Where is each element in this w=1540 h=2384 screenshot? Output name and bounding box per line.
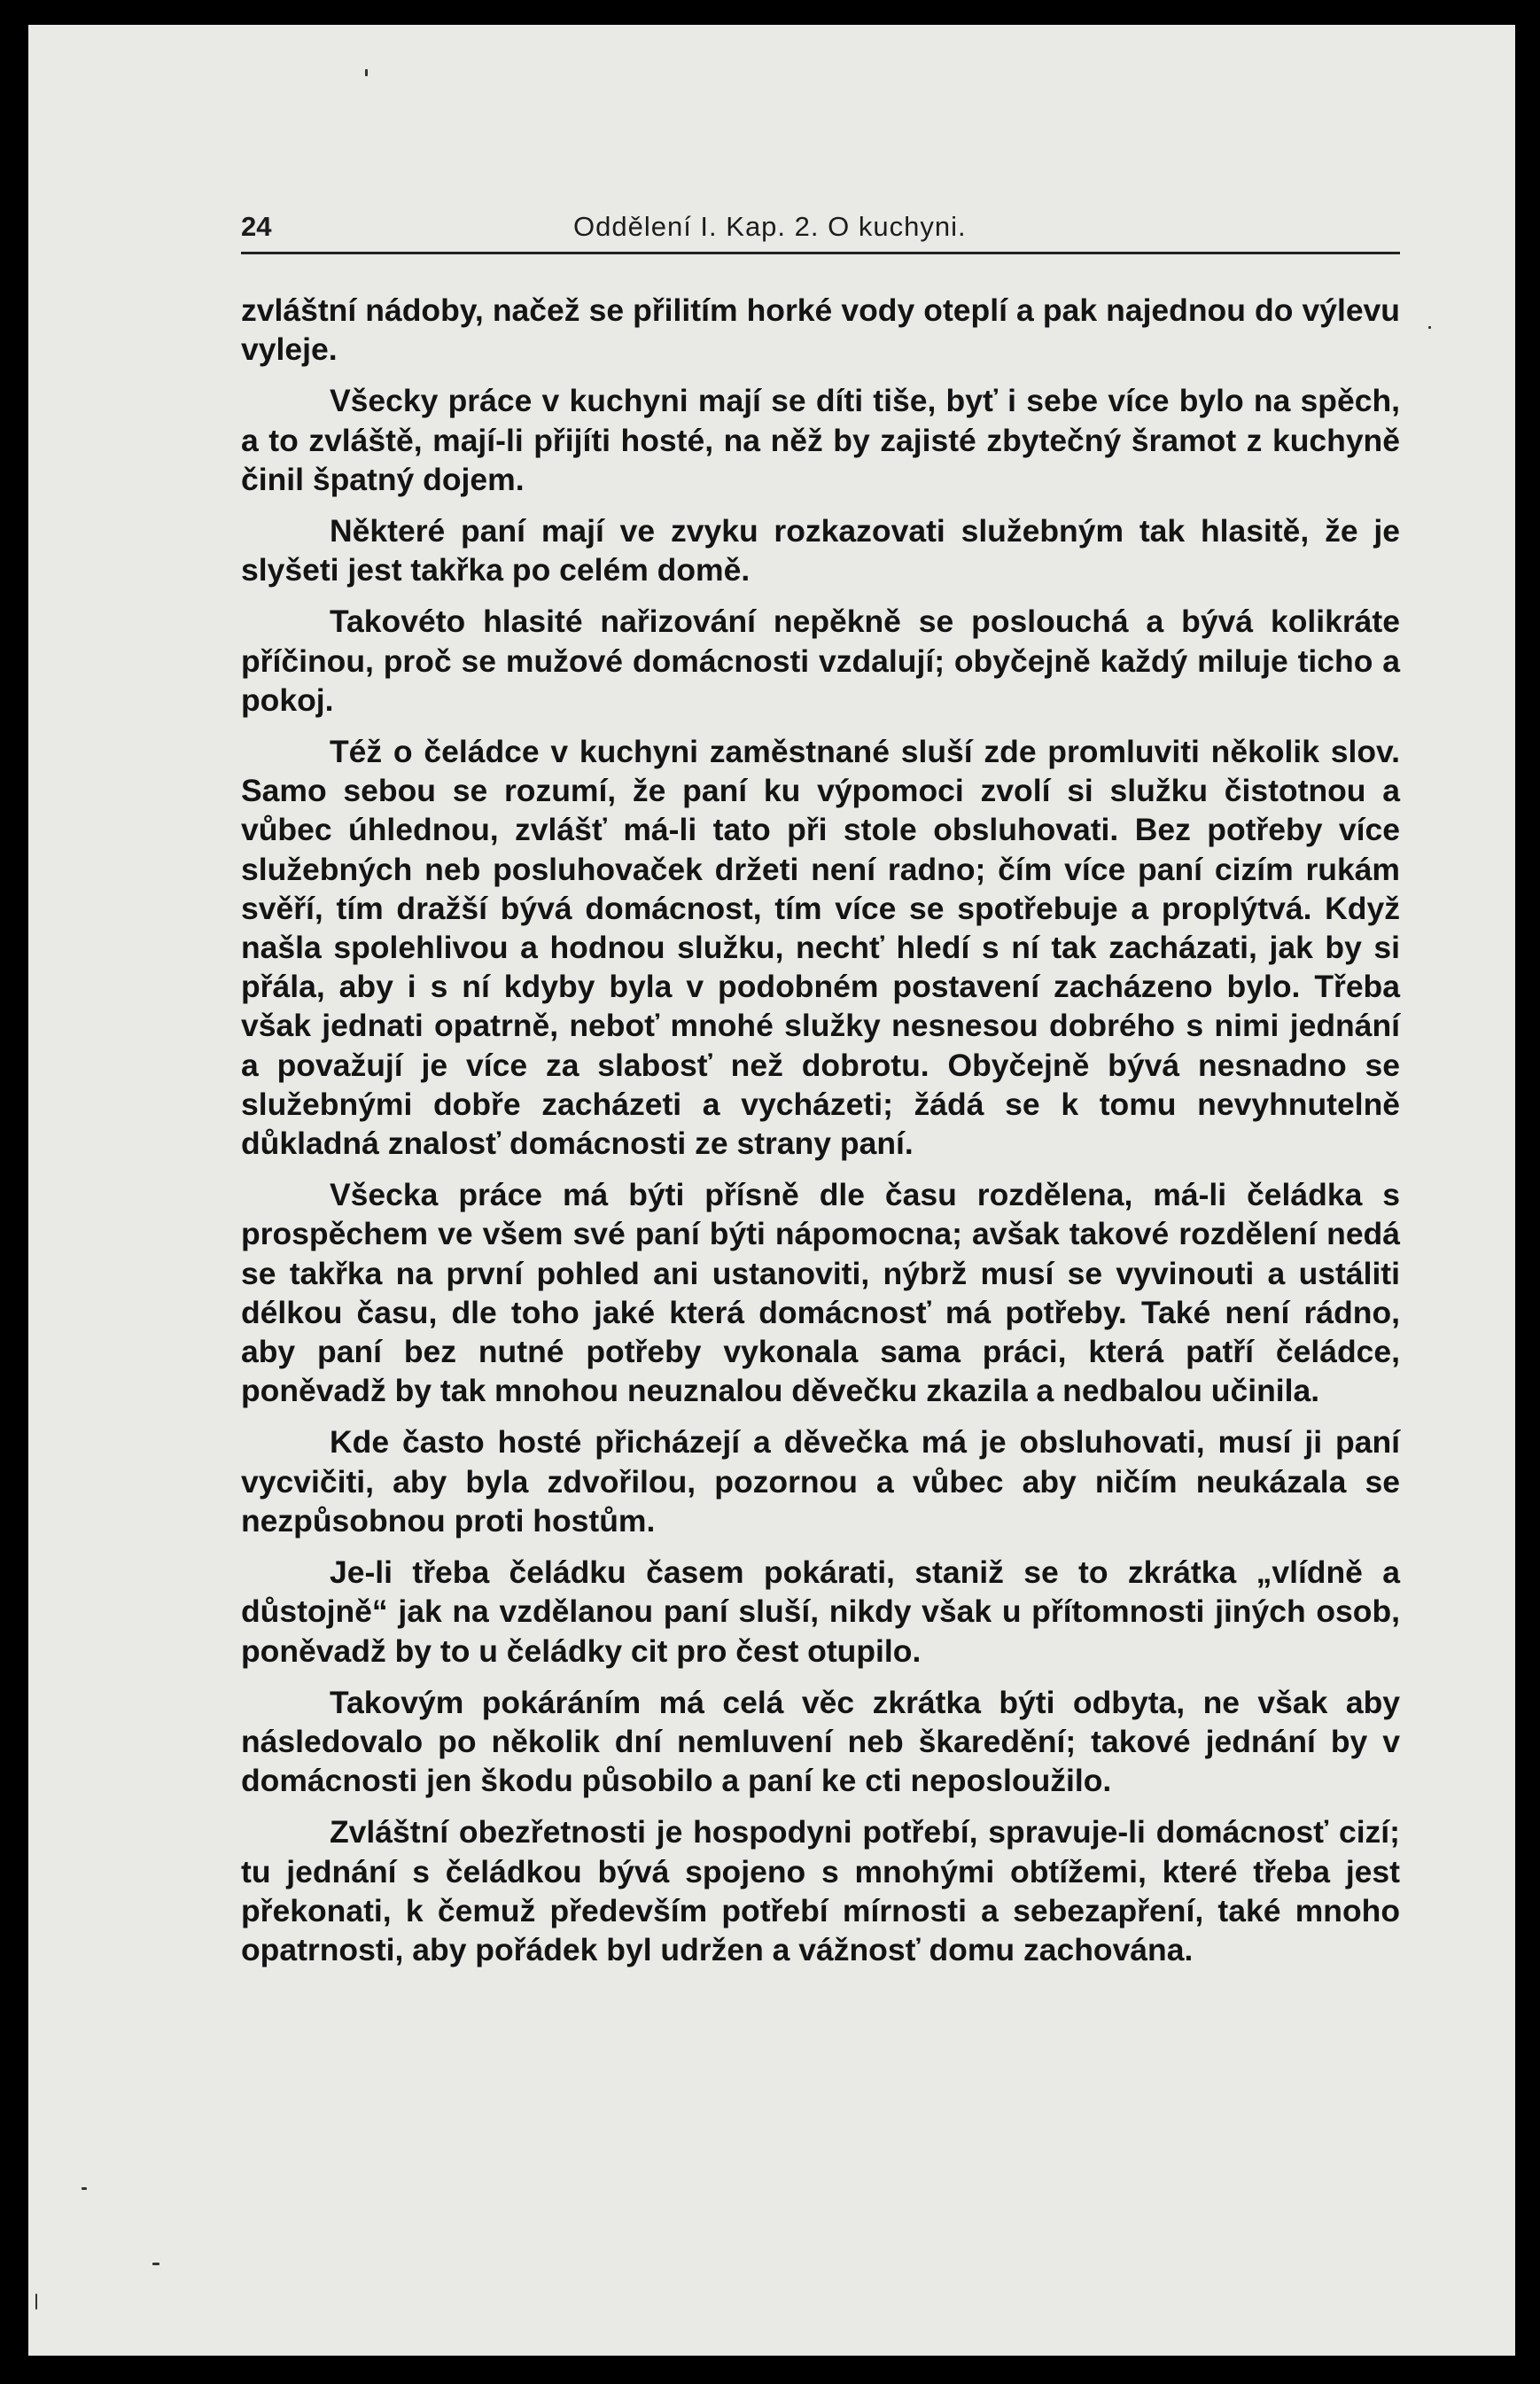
book-page <box>28 25 1515 2356</box>
scan-speck <box>365 69 368 76</box>
paragraph-10: Zvláštní obezřetnosti je hospodyni potřebí, spravuje-li domácnosť cizí; tu jednání s čeládkou bývá spojeno s mnohými obtížemi, které třeba jest překonati, k čemuž především potřebí mírnosti a sebezapření, také mnoho opatrnosti, aby pořádek byl udržen a vážnosť domu zachována. <box>241 1814 1400 1967</box>
scan-speck <box>82 2187 87 2190</box>
paragraph-2: Všecky práce v kuchyni mají se díti tiše, byť i sebe více bylo na spěch, a to zvláště, mají-li přijíti hosté, na něž by zajisté zbytečný šramot z kuchyně činil špatný dojem. <box>241 383 1400 497</box>
scan-speck <box>152 2263 159 2265</box>
paragraph-9: Takovým pokáráním má celá věc zkrátka býti odbyta, ne však aby následovalo po několik dní nemluvení neb škaredění; takové jednání by v domácnosti jen škodu působilo a paní ke cti neposloužilo. <box>241 1684 1400 1799</box>
page-header <box>241 199 1400 254</box>
paragraph-5: Též o čeládce v kuchyni zaměstnané sluší zde promluviti několik slov. Samo sebou se rozumí, že paní ku výpomoci zvolí si služku čistotnou a vůbec úhlednou, zvlášť má-li tato při stole obsluhovati. Bez potřeby více služebných neb posluhovaček držeti není radno; čím více paní cizím rukám svěří, tím dražší bývá domácnost, tím více se spotřebuje a proplýtvá. Když našla spolehlivou a hodnou služku, nechť hledí s ní tak zacházati, jak by si přála, aby i s ní kdyby byla v podobném postavení zacházeno bylo. Třeba však jednati opatrně, neboť mnohé služky nesnesou dobrého s nimi jednání a považují je více za slabosť než dobrotu. Obyčejně bývá nesnadno se služebnými dobře zacházeti a vycházeti; žádá se k tomu nevyhnutelně důkladná znalosť domácnosti ze strany paní. <box>241 734 1400 1162</box>
paragraph-4: Takovéto hlasité nařizování nepěkně se poslouchá a bývá kolikráte příčinou, proč se mužové domácnosti vzdalují; obyčejně každý miluje ticho a pokoj. <box>241 604 1400 718</box>
page-number: 24 <box>241 211 272 242</box>
body-text <box>241 291 1400 1982</box>
paragraph-8: Je-li třeba čeládku časem pokárati, staniž se to zkrátka „vlídně a důstojně“ jak na vzdělanou paní sluší, nikdy však u přítomnosti jiných osob, poněvadž by to u čeládky cit pro čest otupilo. <box>241 1554 1400 1669</box>
paragraph-6: Všecka práce má býti přísně dle času rozdělena, má-li čeládka s prospěchem ve všem své paní býti nápomocna; avšak takové rozdělení nedá se takřka na první pohled ani ustanoviti, nýbrž musí se vyvinouti a ustáliti délkou času, dle toho jaké která domácnosť má potřeby. Také není rádno, aby paní bez nutné potřeby vykonala sama práci, která patří čeládce, poněvadž by tak mnohou neuznalou děvečku zkazila a nedbalou učinila. <box>241 1177 1400 1409</box>
paragraph-1: zvláštní nádoby, načež se přilitím horké vody oteplí a pak najednou do výlevu vyleje. <box>241 292 1400 368</box>
paragraph-7: Kde často hosté přicházejí a děvečka má je obsluhovati, musí ji paní vycvičiti, aby byla zdvořilou, pozornou a vůbec aby ničím neukázala se nezpůsobnou proti hostům. <box>241 1424 1400 1539</box>
running-head: Oddělení I. Kap. 2. O kuchyni. <box>573 211 967 242</box>
scan-speck <box>35 2294 37 2310</box>
paragraph-3: Některé paní mají ve zvyku rozkazovati služebným tak hlasitě, že je slyšeti jest takřka po celém domě. <box>241 513 1400 588</box>
scan-speck <box>1428 326 1431 329</box>
